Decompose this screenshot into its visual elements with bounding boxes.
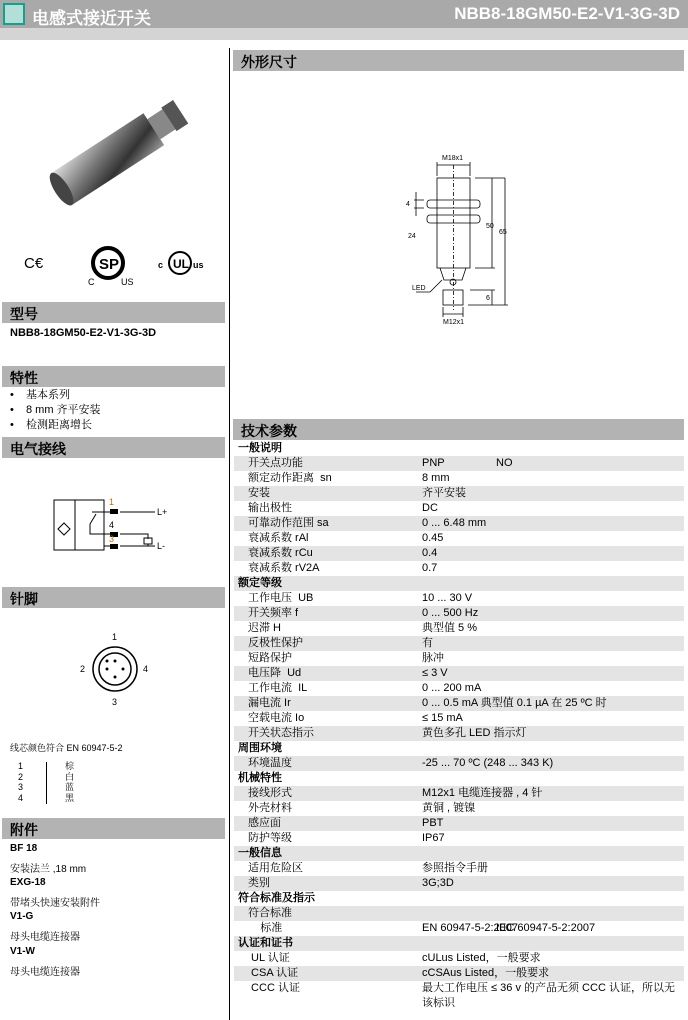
spec-row [234,861,684,876]
spec-label: 标准 [248,922,283,934]
svg-text:C: C [88,277,95,287]
spec-label: 接线形式 [248,787,292,799]
spec-value: -25 ... 70 ºC (248 ... 343 K) [422,757,554,769]
spec-value: 0.45 [422,532,444,544]
column-divider [229,48,230,1020]
spec-value: 3G;3D [422,877,454,889]
spec-row [234,981,684,1011]
spec-row [234,591,684,606]
spec-label: 一般说明 [238,442,282,454]
spec-row [234,561,684,576]
spec-row [234,711,684,726]
spec-label: 额定等级 [238,577,282,589]
section-features: 特性 [2,366,225,387]
product-image [30,90,200,215]
spec-row [234,951,684,966]
svg-text:4: 4 [109,520,115,530]
spec-label: 外壳材料 [248,802,292,814]
spec-value: 黄铜 , 镀镍 [422,802,476,814]
spec-row [234,651,684,666]
spec-label: 短路保护 [248,652,292,664]
spec-row [234,831,684,846]
wiring-diagram [50,492,180,556]
section-accessories: 附件 [2,818,225,839]
spec-row [234,756,684,771]
header-bar [0,0,688,28]
spec-row [234,816,684,831]
spec-value: IP67 [422,832,445,844]
spec-value: 8 mm [422,472,450,484]
svg-text:SP: SP [99,256,120,273]
spec-label: 衰减系数 rV2A [248,562,320,574]
spec-row [234,636,684,651]
accessory-desc: 母头电缆连接器 [10,932,80,943]
spec-value-2: NO [496,457,513,469]
spec-row [234,966,684,981]
spec-label: 漏电流 Ir [248,697,291,709]
culus-logo [158,250,214,276]
svg-text:LED: LED [412,285,426,292]
spec-value: 0.7 [422,562,438,574]
spec-label: 适用危险区 [248,862,303,874]
section-type: 型号 [2,302,225,323]
svg-text:4: 4 [406,201,410,208]
section-dimensions: 外形尺寸 [233,50,684,71]
spec-row [234,606,684,621]
svg-text:M12x1: M12x1 [443,319,465,326]
section-pinout: 针脚 [2,587,225,608]
svg-text:65: 65 [499,229,507,236]
spec-group-header [234,741,684,756]
spec-group-header [234,771,684,786]
spec-row [234,471,684,486]
spec-label: 一般信息 [238,847,282,859]
spec-value: EN 60947-5-2:2007 [422,922,519,934]
spec-value: cCSAus Listed，一般要求 [422,967,550,979]
type-value: NBB8-18GM50-E2-V1-3G-3D [10,327,157,339]
feature-item: • 8 mm 齐平安装 [10,404,101,416]
spec-value: PBT [422,817,444,829]
header-model: NBB8-18GM50-E2-V1-3G-3D [454,4,680,23]
spec-label: 工作电流 IL [248,682,308,694]
svg-text:M18x1: M18x1 [442,155,464,162]
spec-label: 衰减系数 rAl [248,532,309,544]
spec-row [234,546,684,561]
spec-label: 机械特性 [238,772,282,784]
spec-value: 0 ... 200 mA [422,682,482,694]
spec-label: 类别 [248,877,270,889]
spec-row [234,786,684,801]
spec-value: 最大工作电压 ≤ 36 v 的产品无须 CCC 认证，所以无该标识 [422,982,675,1009]
spec-label: 开关状态指示 [248,727,314,739]
spec-label: 开关频率 f [248,607,299,619]
spec-label: 衰减系数 rCu [248,547,313,559]
spec-label: 环境温度 [248,757,292,769]
spec-label: 工作电压 UB [248,592,314,604]
svg-text:3: 3 [112,697,118,707]
spec-value: 参照指令手册 [422,862,488,874]
spec-label: 额定动作距离 sn [248,472,332,484]
spec-label: CSA 认证 [248,967,299,979]
spec-row [234,516,684,531]
spec-label: 防护等级 [248,832,292,844]
accessory-desc: 带堵头快速安装附件 [10,898,100,909]
brand-square-icon [3,3,25,25]
wire-color-title: 线芯颜色符合 EN 60947-5-2 [10,743,123,753]
spec-label: 开关点功能 [248,457,303,469]
svg-text:L+: L+ [157,507,168,517]
spec-row [234,696,684,711]
svg-text:1: 1 [112,632,118,642]
spec-label: 迟滞 H [248,622,281,634]
spec-value: ≤ 15 mA [422,712,463,724]
svg-text:3: 3 [109,534,115,544]
spec-row [234,876,684,891]
svg-text:L-: L- [157,541,166,551]
spec-label: 安装 [248,487,270,499]
spec-row [234,621,684,636]
spec-value: ≤ 3 V [422,667,448,679]
pinout-diagram [75,630,160,710]
spec-row [234,681,684,696]
spec-row [234,531,684,546]
spec-value: PNP [422,457,445,469]
spec-group-header [234,441,684,456]
spec-value: 0.4 [422,547,438,559]
spec-group-header [234,846,684,861]
spec-value: 10 ... 30 V [422,592,473,604]
svg-text:us: us [193,260,204,270]
csa-logo [88,245,138,287]
feature-item: • 检测距离增长 [10,419,92,431]
svg-text:US: US [121,277,134,287]
spec-value: 黄色多孔 LED 指示灯 [422,727,527,739]
spec-value: DC [422,502,438,514]
spec-label: CCC 认证 [248,982,300,994]
spec-label: 周围环境 [238,742,282,754]
spec-value: M12x1 电缆连接器 , 4 针 [422,787,543,799]
spec-row [234,906,684,921]
spec-label: 输出极性 [248,502,292,514]
spec-table [234,441,684,1011]
spec-row [234,921,684,936]
svg-text:c: c [158,260,164,270]
spec-value: 0 ... 0.5 mA 典型值 0.1 µA 在 25 ºC 时 [422,697,607,709]
spec-row [234,456,684,471]
svg-text:4: 4 [143,664,149,674]
spec-row [234,801,684,816]
spec-value: 典型值 5 % [422,622,478,634]
svg-text:2: 2 [80,664,86,674]
accessory-name[interactable]: V1-W [10,946,35,957]
svg-text:6: 6 [486,295,490,302]
spec-label: 感应面 [248,817,281,829]
feature-item: • 基本系列 [10,389,70,401]
spec-row [234,726,684,741]
sub-bar [0,28,688,40]
svg-text:UL: UL [173,257,189,271]
ce-mark-logo: C€ [24,255,44,272]
dimension-drawing [400,140,530,330]
spec-row [234,666,684,681]
spec-row [234,501,684,516]
spec-group-header [234,936,684,951]
accessory-desc: 安装法兰 ,18 mm [10,864,87,875]
svg-text:50: 50 [486,223,494,230]
spec-label: 可靠动作范围 sa [248,517,329,529]
spec-value: cULus Listed，一般要求 [422,952,541,964]
svg-text:1: 1 [109,497,115,507]
accessory-name[interactable]: BF 18 [10,843,38,854]
accessory-name[interactable]: V1-G [10,911,34,922]
spec-value: 有 [422,637,433,649]
spec-label: 空载电流 Io [248,712,305,724]
wire-table-divider [46,762,47,804]
accessory-desc: 母头电缆连接器 [10,967,80,978]
svg-text:24: 24 [408,233,416,240]
spec-label: UL 认证 [248,952,290,964]
spec-value: 齐平安装 [422,487,466,499]
spec-label: 认证和证书 [238,937,293,949]
spec-label: 符合标准 [248,907,292,919]
spec-group-header [234,891,684,906]
spec-value: 0 ... 6.48 mm [422,517,487,529]
page-title: 电感式接近开关 [32,9,151,28]
spec-row [234,486,684,501]
spec-value: 脉冲 [422,652,444,664]
section-wiring: 电气接线 [2,437,225,458]
spec-label: 符合标准及指示 [238,892,315,904]
section-specs: 技术参数 [233,419,684,440]
spec-label: 电压降 Ud [248,667,302,679]
spec-label: 反极性保护 [248,637,303,649]
spec-group-header [234,576,684,591]
accessory-name[interactable]: EXG-18 [10,877,46,888]
spec-value-2: IEC 60947-5-2:2007 [496,922,596,934]
spec-value: 0 ... 500 Hz [422,607,479,619]
